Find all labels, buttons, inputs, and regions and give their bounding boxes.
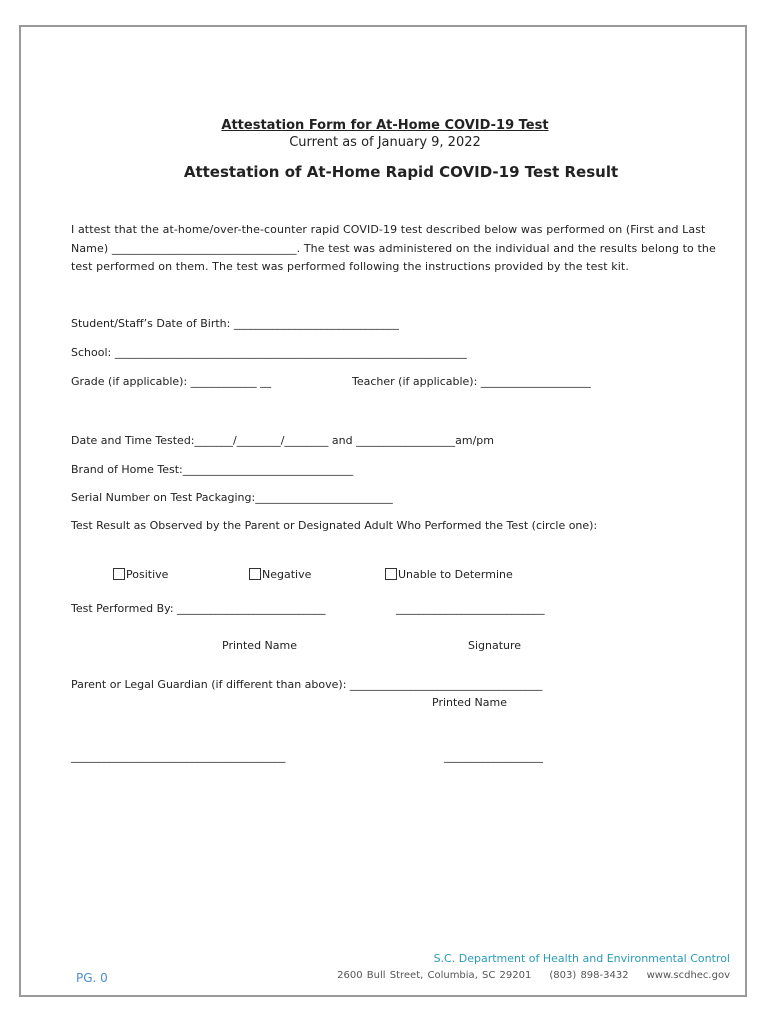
footer-department: S.C. Department of Health and Environmental Control — [433, 952, 730, 965]
grade-field[interactable]: Grade (if applicable): ____________ __ — [71, 375, 272, 388]
teacher-field[interactable]: Teacher (if applicable): ____________________ — [352, 375, 591, 388]
negative-label: Negative — [262, 568, 312, 581]
unable-label: Unable to Determine — [398, 568, 513, 581]
guardian-printed-name-caption: Printed Name — [432, 696, 508, 709]
serial-field[interactable]: Serial Number on Test Packaging:_________________________ — [71, 491, 393, 504]
guardian-field[interactable]: Parent or Legal Guardian (if different than above): ___________________________________ — [71, 678, 543, 691]
date-time-field[interactable]: Date and Time Tested:_______/________/________ and __________________am/pm — [71, 434, 494, 447]
dob-field[interactable]: Student/Staff’s Date of Birth: ______________________________ — [71, 317, 399, 330]
result-option-unable[interactable] — [385, 568, 513, 581]
guardian-line-left[interactable]: _______________________________________ — [71, 750, 286, 763]
current-as-of: Current as of January 9, 2022 — [289, 135, 481, 150]
result-prompt: Test Result as Observed by the Parent or Designated Adult Who Performed the Test (circle one): — [71, 519, 598, 532]
performed-by-signature-line[interactable]: ___________________________ — [396, 602, 545, 615]
footer-address: 2600 Bull Street, Columbia, SC 29201 — [337, 970, 532, 981]
guardian-line-right[interactable]: __________________ — [444, 750, 543, 763]
negative-checkbox[interactable] — [249, 568, 261, 580]
main-title: Attestation of At-Home Rapid COVID-19 Test Result — [183, 163, 619, 181]
result-option-negative[interactable] — [249, 568, 311, 581]
positive-checkbox[interactable] — [113, 568, 125, 580]
page-number: PG. 0 — [76, 971, 108, 985]
attestation-paragraph: I attest that the at-home/over-the-counter rapid COVID-19 test described below was performed on (First and Last Name) _________________________________. The test was administered on the individual and the results belong to the test performed on them. The test was performed following the instructions provided by the test kit. — [71, 223, 716, 273]
signature-caption: Signature — [468, 639, 522, 652]
positive-label: Positive — [126, 568, 169, 581]
unable-checkbox[interactable] — [385, 568, 397, 580]
printed-name-caption: Printed Name — [222, 639, 298, 652]
result-option-positive[interactable] — [113, 568, 168, 581]
footer-address-line — [337, 970, 730, 981]
form-title: Attestation Form for At-Home COVID-19 Test — [221, 118, 549, 133]
footer-phone: (803) 898-3432 — [549, 970, 629, 981]
footer-website[interactable]: www.scdhec.gov — [646, 970, 730, 981]
brand-field[interactable]: Brand of Home Test:_______________________________ — [71, 463, 354, 476]
performed-by-field[interactable]: Test Performed By: ___________________________ — [71, 602, 326, 615]
school-field[interactable]: School: ________________________________________________________________ — [71, 346, 467, 359]
